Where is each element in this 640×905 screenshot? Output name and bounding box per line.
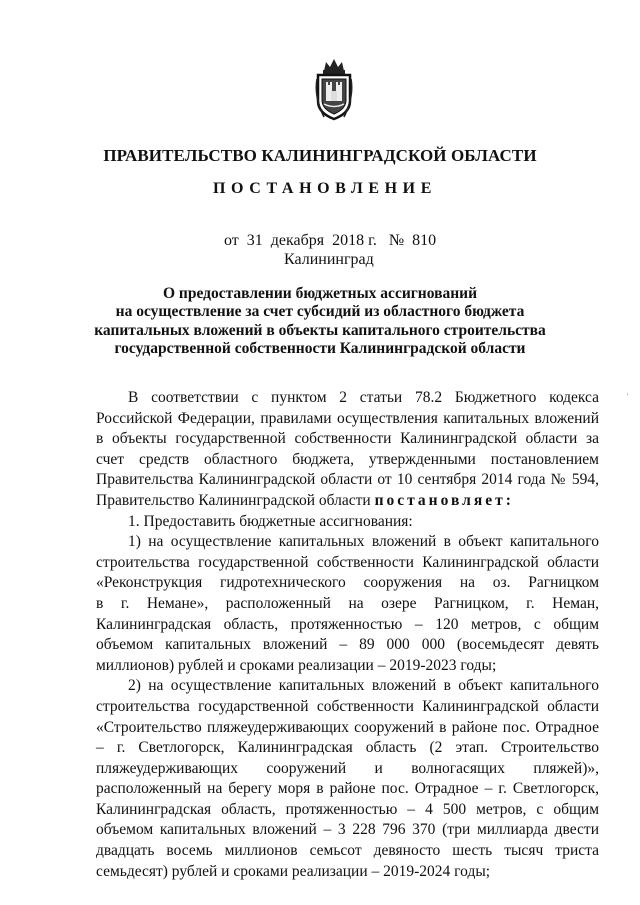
subitem-1-line: «Реконструкция гидротехнического сооружения на оз. Рагницком [96, 574, 599, 592]
subitem-1-line: миллионов) рублей и сроками реализации – 2019-2023 годы; [96, 656, 497, 674]
decree-prefix: Правительство Калининградской области [96, 491, 375, 509]
subitem-2-line: 2) на осуществление капитальных вложений в объект капитального [128, 677, 599, 695]
subitem-1-line: 1) на осуществление капитальных вложений в объект капитального [128, 533, 599, 551]
subitem-1-line: объемом капитальных вложений – 89 000 000 (восемьдесят девять [96, 636, 599, 654]
subitem-2-line: – г. Светлогорск, Калининградская область (2 этап. Строительство [96, 739, 599, 757]
preamble-line: Правительства Калининградской области от 10 сентября 2014 года № 594, [96, 471, 599, 489]
document-city: Калининград [284, 251, 374, 268]
subitem-2-line: Калининградская область, протяженностью – 4 500 метров, с общим [96, 800, 599, 818]
subitem-1-line: в г. Немане», расположенный на озере Рагницком, г. Неман, [96, 594, 599, 612]
document-date-number: от 31 декабря 2018 г. № 810 [224, 232, 437, 249]
preamble-line: В соответствии с пунктом 2 статьи 78.2 Бюджетного кодекса [128, 389, 599, 406]
subject-line: на осуществление за счет субсидий из областного бюджета [115, 303, 525, 321]
subject-line: капитальных вложений в объекты капитального строительства [94, 321, 546, 339]
item-1: 1. Предоставить бюджетные ассигнования: [128, 512, 413, 530]
subitem-2-line: расположенный на берегу моря в районе пос. Отрадное – г. Светлогорск, [96, 780, 599, 798]
decree-line [96, 491, 599, 512]
decree-word: постановляет: [374, 491, 514, 509]
document-type: ПОСТАНОВЛЕНИЕ [213, 180, 437, 197]
margin-mark: ' [627, 392, 629, 401]
subitem-2-line: строительства государственной собственности Калининградской области [96, 697, 599, 715]
subitem-2-line: «Строительство пляжеудерживающих сооружений в районе пос. Отрадное [96, 718, 599, 736]
document-subject [0, 285, 640, 358]
preamble-line: Российской Федерации, правилами осуществления капитальных вложений [96, 409, 599, 427]
subject-line: государственной собственности Калининградской области [114, 339, 526, 357]
subitem-1-line: Калининградская область, протяженностью – 120 метров, с общим [96, 615, 599, 633]
subject-line: О предоставлении бюджетных ассигнований [162, 285, 477, 302]
document-body [96, 388, 599, 882]
subitem-2-line: семьдесят) рублей и сроками реализации – 2019-2024 годы; [96, 862, 491, 880]
preamble-line: в объекты государственной собственности Калининградской области за [96, 430, 599, 448]
subitem-2-line: объемом капитальных вложений – 3 228 796 370 (три миллиарда двести [96, 821, 599, 839]
coat-of-arms-icon [314, 57, 354, 121]
subitem-2-line: пляжеудерживающих сооружений и волногасящих пляжей)», [96, 759, 599, 777]
subitem-2-line: двадцать восемь миллионов семьсот девяносто шесть тысяч триста [96, 842, 599, 860]
organization-name: ПРАВИТЕЛЬСТВО КАЛИНИНГРАДСКОЙ ОБЛАСТИ [103, 146, 537, 165]
preamble-line: счет средств областного бюджета, утвержденными постановлением [96, 450, 599, 468]
subitem-1-line: строительства государственной собственности Калининградской области [96, 553, 599, 571]
